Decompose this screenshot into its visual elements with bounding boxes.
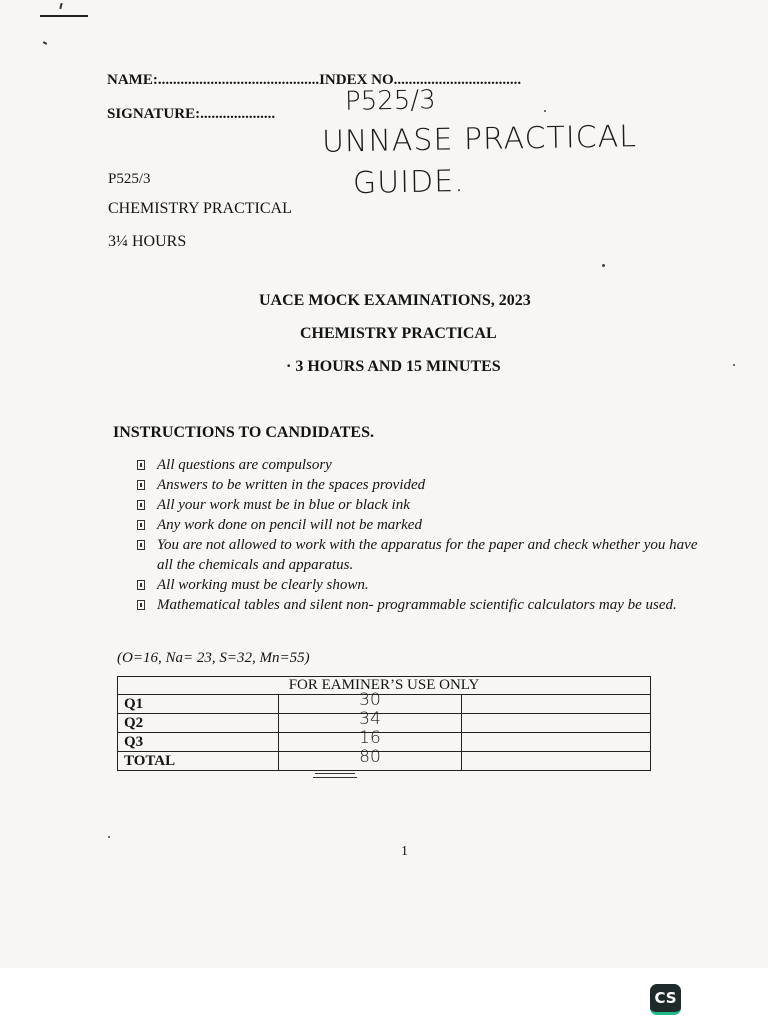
bullet-icon	[137, 540, 145, 550]
total-underline	[313, 777, 357, 778]
page-number: 1	[401, 844, 408, 859]
atomic-masses: (O=16, Na= 23, S=32, Mn=55)	[117, 650, 310, 666]
bullet-icon	[137, 580, 145, 590]
exam-subject: CHEMISTRY PRACTICAL	[300, 325, 497, 342]
exam-duration: · 3 HOURS AND 15 MINUTES	[286, 358, 501, 375]
speck	[733, 364, 735, 366]
table-row	[118, 695, 651, 714]
blank-cell	[462, 752, 651, 771]
table-row	[118, 733, 651, 752]
instruction-item: You are not allowed to work with the apparatus for the paper and check whether you have all the chemicals and apparatus.	[137, 535, 702, 575]
examiner-table	[117, 676, 651, 771]
handwritten-score: 30	[359, 690, 381, 710]
row-label: Q2	[118, 714, 279, 733]
paper-duration: 3¼ HOURS	[108, 233, 187, 250]
handwritten-title-line2: GUIDE.	[352, 164, 465, 201]
total-underline	[315, 773, 355, 774]
corner-tick	[59, 3, 62, 9]
instructions-heading: INSTRUCTIONS TO CANDIDATES.	[113, 424, 374, 441]
corner-mark	[40, 15, 88, 17]
speck	[544, 110, 546, 112]
bullet-icon	[137, 520, 145, 530]
camscanner-logo-icon: CS	[650, 984, 681, 1015]
instruction-item: Answers to be written in the spaces provided	[137, 475, 697, 495]
table-row	[118, 752, 651, 771]
table-row	[118, 714, 651, 733]
instruction-item: All your work must be in blue or black ink	[137, 495, 697, 515]
corner-dot	[43, 41, 47, 45]
row-label: TOTAL	[118, 752, 279, 771]
row-label: Q3	[118, 733, 279, 752]
handwritten-score: 80	[359, 747, 381, 767]
bullet-icon	[137, 460, 145, 470]
blank-cell	[462, 695, 651, 714]
bullet-icon	[137, 600, 145, 610]
instruction-item: All working must be clearly shown.	[137, 575, 697, 595]
paper-subject: CHEMISTRY PRACTICAL	[108, 200, 292, 217]
signature-line: SIGNATURE:....................	[107, 106, 276, 122]
handwritten-score: 34	[359, 709, 381, 729]
handwritten-code: P525/3	[344, 85, 436, 117]
blank-cell	[462, 733, 651, 752]
name-index-line: NAME:...........................................INDEX NO..................................	[107, 72, 522, 88]
speck	[108, 836, 110, 838]
blank-cell	[462, 714, 651, 733]
instruction-item: All questions are compulsory	[137, 455, 697, 475]
instruction-item: Any work done on pencil will not be marked	[137, 515, 697, 535]
score-cell	[279, 747, 462, 771]
bullet-icon	[137, 480, 145, 490]
speck	[602, 264, 605, 267]
paper-code: P525/3	[108, 171, 151, 187]
handwritten-score: 16	[359, 728, 381, 748]
instruction-item: Mathematical tables and silent non- programmable scientific calculators may be used.	[137, 595, 702, 615]
row-label: Q1	[118, 695, 279, 714]
examiner-table-header: FOR EAMINER’S USE ONLY	[118, 677, 651, 695]
handwritten-title-line1: UNNASE PRACTICAL	[321, 119, 638, 160]
bullet-icon	[137, 500, 145, 510]
instructions-list	[137, 455, 697, 615]
exam-title: UACE MOCK EXAMINATIONS, 2023	[259, 292, 531, 309]
